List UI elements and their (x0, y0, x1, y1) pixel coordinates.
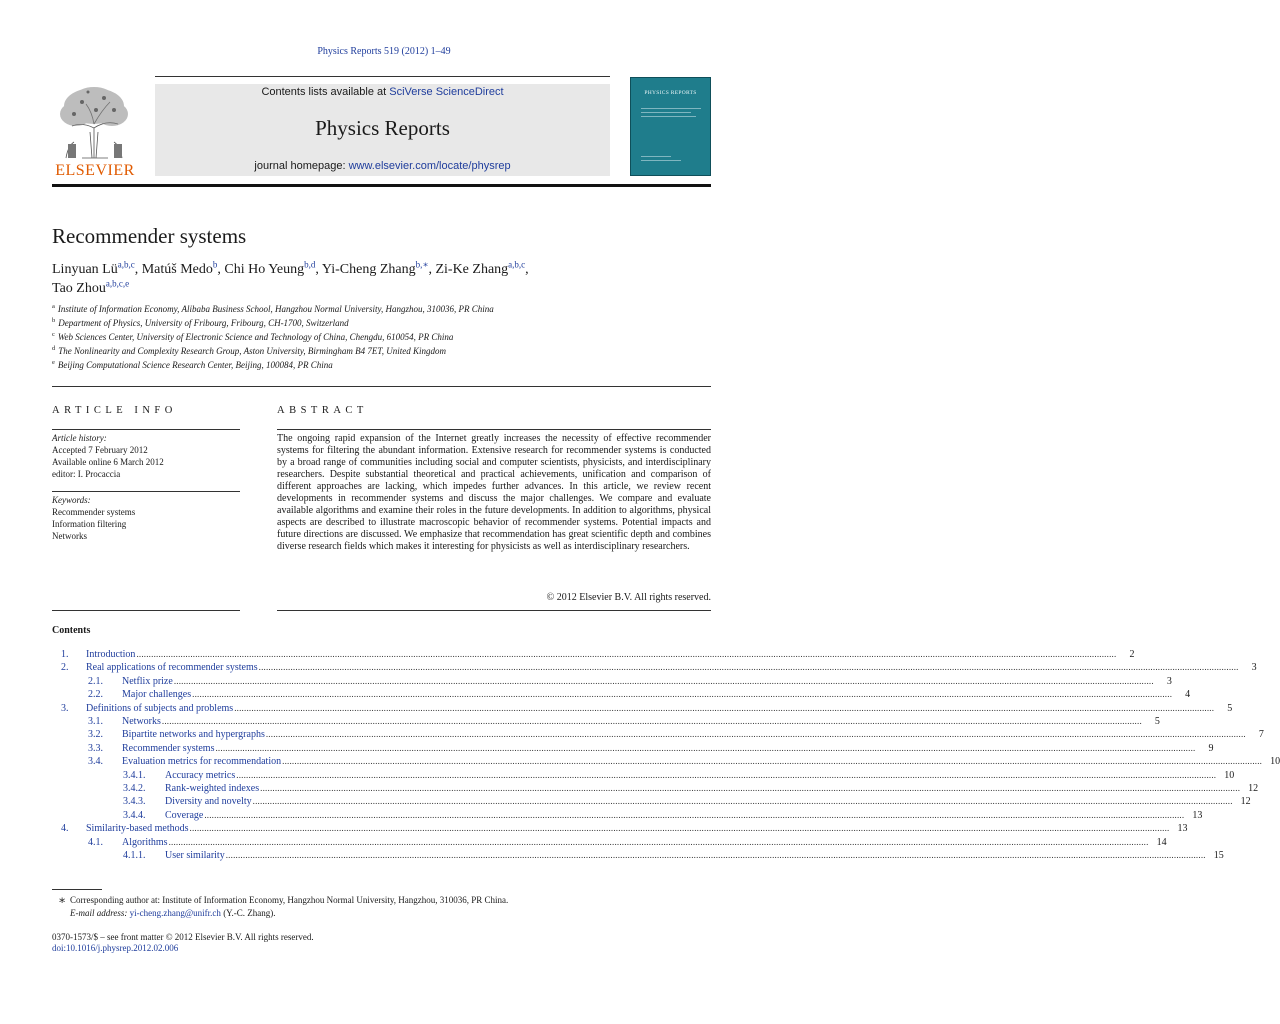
toc-page-number: 5 (1227, 702, 1233, 714)
issn-line: 0370-1573/$ – see front matter © 2012 Elsevier B.V. All rights reserved. (52, 932, 314, 942)
toc-page-number: 13 (1177, 823, 1188, 835)
journal-homepage (155, 160, 610, 172)
toc-entry[interactable] (52, 648, 1135, 662)
keywords-label: Keywords: (52, 495, 91, 505)
toc-leader-dots: ................................................................................................................................................................................................................................................................................................................................................................................................................ (215, 742, 1196, 753)
elsevier-logo (52, 84, 138, 180)
affiliation-mark: a (52, 303, 55, 310)
toc-leader-dots: ................................................................................................................................................................................................................................................................................................................................................................................................................ (189, 823, 1170, 834)
toc-label[interactable]: Major challenges (122, 689, 192, 701)
affiliation-text: The Nonlinearity and Complexity Research Group, Aston University, Birmingham B4 7ET, United Kingdom (58, 346, 446, 356)
abstract-rule (277, 610, 711, 611)
affiliation-mark: b (52, 317, 56, 324)
affiliation-item (52, 360, 333, 370)
toc-entry[interactable] (52, 795, 1251, 809)
affiliation-text: Department of Physics, University of Fribourg, Fribourg, CH-1700, Switzerland (58, 318, 349, 328)
toc-entry[interactable] (52, 661, 1257, 675)
cover-decoration (641, 160, 681, 161)
affiliation-mark: e (52, 359, 55, 366)
toc-number: 3. (61, 702, 69, 714)
abstract-heading: ABSTRACT (277, 405, 368, 416)
keyword: Networks (52, 531, 87, 541)
toc-entry[interactable] (52, 702, 1233, 716)
toc-entry[interactable] (52, 836, 1167, 850)
toc-entry[interactable] (52, 675, 1172, 689)
toc-number: 3.4.3. (123, 796, 146, 808)
toc-leader-dots: ................................................................................................................................................................................................................................................................................................................................................................................................................ (225, 850, 1206, 860)
contents-availability (155, 86, 610, 98)
toc-leader-dots: ................................................................................................................................................................................................................................................................................................................................................................................................................ (204, 809, 1185, 820)
toc-label[interactable]: Accuracy metrics (165, 769, 236, 781)
footnote-rule (52, 889, 102, 890)
history-label: Article history: (52, 433, 107, 443)
history-editor: editor: I. Procaccia (52, 469, 121, 479)
toc-number: 3.2. (88, 729, 103, 741)
author-list (52, 260, 692, 298)
toc-page-number: 15 (1213, 850, 1224, 861)
article-info-rule (52, 610, 240, 611)
journal-reference-link[interactable]: Physics Reports 519 (2012) 1–49 (317, 46, 451, 57)
author-separator: , (428, 262, 436, 277)
toc-label[interactable]: Definitions of subjects and problems (86, 702, 234, 714)
toc-label[interactable]: Networks (122, 716, 161, 727)
toc-label[interactable]: Coverage (165, 809, 204, 821)
homepage-link[interactable]: www.elsevier.com/locate/physrep (348, 160, 511, 172)
affiliation-text: Institute of Information Economy, Alibaba Business School, Hangzhou Normal University, Hangzhou, 310036, PR China (57, 304, 494, 314)
toc-page-number: 14 (1156, 836, 1167, 848)
toc-number: 4.1.1. (123, 850, 146, 861)
author-name: Zi-Ke Zhang (435, 262, 509, 277)
toc-entry[interactable] (52, 742, 1214, 756)
toc-entry[interactable] (52, 688, 1191, 702)
article-info-heading: ARTICLE INFO (52, 405, 177, 416)
toc-label[interactable]: Similarity-based methods (86, 823, 189, 835)
toc-label[interactable]: Rank-weighted indexes (165, 783, 260, 794)
affiliation-item (52, 346, 446, 356)
author-separator: , (525, 262, 529, 277)
article-info-rule (52, 429, 240, 430)
toc-page-number: 9 (1208, 742, 1214, 754)
toc-leader-dots: ................................................................................................................................................................................................................................................................................................................................................................................................................ (265, 729, 1246, 740)
toc-page-number: 7 (1258, 729, 1264, 741)
toc-number: 2.2. (88, 689, 103, 701)
toc-label[interactable]: Introduction (86, 649, 136, 660)
affiliation-mark: d (52, 345, 56, 352)
toc-number: 3.4. (88, 756, 103, 768)
toc-leader-dots: ................................................................................................................................................................................................................................................................................................................................................................................................................ (192, 689, 1173, 700)
toc-number: 4.1. (88, 836, 103, 848)
toc-number: 3.1. (88, 716, 103, 727)
toc-entry[interactable] (52, 849, 1224, 863)
cover-decoration (641, 108, 701, 109)
email-link[interactable]: yi-cheng.zhang@unifr.ch (129, 908, 221, 918)
affiliation-mark: c (52, 331, 55, 338)
author-name: Matúš Medo (141, 262, 213, 277)
author-name: Yi-Cheng Zhang (321, 262, 416, 277)
cover-decoration (641, 112, 691, 113)
history-online: Available online 6 March 2012 (52, 457, 164, 467)
toc-page-number: 3 (1251, 662, 1257, 674)
header-rule (52, 184, 711, 187)
toc-entry[interactable] (52, 755, 1280, 769)
contents-prefix: Contents lists available at (261, 86, 390, 98)
toc-label[interactable]: Recommender systems (122, 742, 215, 754)
author-affiliation-marks[interactable]: a,b,c (508, 259, 526, 270)
affiliation-item (52, 318, 349, 328)
toc-leader-dots: ................................................................................................................................................................................................................................................................................................................................................................................................................ (252, 796, 1233, 807)
toc-label[interactable]: Diversity and novelty (165, 796, 252, 808)
toc-entry[interactable] (52, 809, 1203, 823)
affiliation-text: Web Sciences Center, University of Electronic Science and Technology of China, Chengdu, 610054, PR China (57, 332, 454, 342)
author-affiliation-marks[interactable]: a,b,c,e (105, 278, 130, 289)
toc-page-number: 2 (1129, 649, 1135, 660)
toc-number: 4. (61, 823, 69, 835)
toc-number: 1. (61, 649, 69, 660)
email-note (70, 908, 276, 918)
cover-decoration (641, 156, 671, 157)
author-separator: , (315, 262, 322, 277)
toc-page-number: 12 (1240, 796, 1251, 808)
affiliation-item (52, 332, 453, 342)
toc-number: 2. (61, 662, 69, 674)
toc-entry[interactable] (52, 822, 1188, 836)
sciencedirect-link[interactable]: SciVerse ScienceDirect (389, 86, 504, 98)
affiliation-item (52, 304, 494, 314)
toc-leader-dots: ................................................................................................................................................................................................................................................................................................................................................................................................................ (236, 769, 1217, 780)
footnote-star: ∗ (58, 893, 67, 907)
toc-page-number: 3 (1166, 675, 1172, 687)
toc-label[interactable]: Algorithms (122, 836, 168, 848)
toc-page-number: 5 (1154, 716, 1160, 727)
toc-entry[interactable] (52, 715, 1160, 729)
toc-entry[interactable] (52, 769, 1235, 783)
affiliation-text: Beijing Computational Science Research Center, Beijing, 100084, PR China (57, 360, 333, 370)
toc-entry[interactable] (52, 782, 1259, 796)
toc-leader-dots: ................................................................................................................................................................................................................................................................................................................................................................................................................ (161, 716, 1142, 726)
cover-title: PHYSICS REPORTS (644, 90, 697, 96)
banner-top-rule (155, 76, 610, 77)
toc-number: 3.3. (88, 742, 103, 754)
email-label: E-mail address: (70, 908, 130, 918)
copyright-notice: © 2012 Elsevier B.V. All rights reserved. (546, 592, 711, 603)
email-suffix: (Y.-C. Zhang). (220, 908, 276, 918)
elsevier-wordmark: ELSEVIER (55, 162, 135, 179)
toc-label[interactable]: Bipartite networks and hypergraphs (122, 729, 265, 741)
author-separator: , (134, 262, 142, 277)
author-name: Linyuan Lü (52, 262, 118, 277)
corresponding-author-note: Corresponding author at: Institute of Information Economy, Hangzhou Normal University, Hangzhou, 310036, PR China. (70, 895, 509, 905)
author-affiliation-marks[interactable]: b,∗ (415, 259, 429, 270)
toc-leader-dots: ................................................................................................................................................................................................................................................................................................................................................................................................................ (260, 783, 1241, 793)
toc-number: 2.1. (88, 675, 103, 687)
toc-entry[interactable] (52, 728, 1264, 742)
toc-page-number: 10 (1270, 756, 1280, 768)
author-affiliation-marks[interactable]: b (212, 259, 218, 270)
toc-label[interactable]: Netflix prize (122, 675, 173, 687)
toc-page-number: 4 (1185, 689, 1191, 701)
author-name: Chi Ho Yeung (224, 262, 305, 277)
homepage-prefix: journal homepage: (254, 160, 349, 172)
author-separator: , (217, 262, 225, 277)
author-name: Tao Zhou (52, 281, 106, 296)
toc-leader-dots: ................................................................................................................................................................................................................................................................................................................................................................................................................ (282, 756, 1263, 767)
keyword: Recommender systems (52, 507, 136, 517)
journal-cover-thumbnail (630, 77, 711, 176)
article-info-rule (52, 491, 240, 492)
tree-of-knowledge-icon (52, 84, 138, 160)
cover-decoration (641, 116, 696, 117)
author-affiliation-marks[interactable]: a,b,c (117, 259, 135, 270)
toc-leader-dots: ................................................................................................................................................................................................................................................................................................................................................................................................................ (136, 649, 1117, 659)
toc-label[interactable]: Real applications of recommender systems (86, 662, 258, 674)
toc-leader-dots: ................................................................................................................................................................................................................................................................................................................................................................................................................ (168, 836, 1149, 847)
journal-title: Physics Reports (315, 116, 450, 140)
history-accepted: Accepted 7 February 2012 (52, 445, 148, 455)
toc-number: 3.4.1. (123, 769, 146, 781)
toc-number: 3.4.2. (123, 783, 146, 794)
toc-leader-dots: ................................................................................................................................................................................................................................................................................................................................................................................................................ (258, 662, 1239, 673)
toc-page-number: 10 (1224, 769, 1235, 781)
abstract-rule (277, 429, 711, 430)
toc-label[interactable]: User similarity (165, 850, 225, 861)
affiliation-rule (52, 386, 711, 387)
paper-title: Recommender systems (52, 224, 247, 248)
toc-page-number: 13 (1192, 809, 1203, 821)
contents-heading: Contents (52, 625, 91, 636)
toc-number: 3.4.4. (123, 809, 146, 821)
author-affiliation-marks[interactable]: b,d (304, 259, 316, 270)
keyword: Information filtering (52, 519, 127, 529)
doi-link[interactable]: doi:10.1016/j.physrep.2012.02.006 (52, 943, 179, 953)
toc-label[interactable]: Evaluation metrics for recommendation (122, 756, 282, 768)
toc-leader-dots: ................................................................................................................................................................................................................................................................................................................................................................................................................ (234, 702, 1215, 713)
toc-leader-dots: ................................................................................................................................................................................................................................................................................................................................................................................................................ (173, 675, 1154, 686)
toc-page-number: 12 (1248, 783, 1259, 794)
abstract-text: The ongoing rapid expansion of the Internet greatly increases the necessity of effective recommender systems for filtering the abundant information. Extensive research for recommender systems is conducted by a broad range of communities including social and computer scientists, physicists, and interdisciplinary researchers. Despite substantial theoretical and practical achievements, unification and comparison of different approaches are lacking, which impedes further advances. In this article, we review recent developments in recommender systems and discuss the major challenges. We compare and evaluate available algorithms and examine their roles in the future developments. In addition to algorithms, physical aspects are described to illustrate macroscopic behavior of recommender systems. Potential impacts and future directions are discussed. We emphasize that recommendation has great scientific depth and combines diverse research fields which makes it interesting for physicists as well as interdisciplinary researchers. (277, 433, 711, 552)
